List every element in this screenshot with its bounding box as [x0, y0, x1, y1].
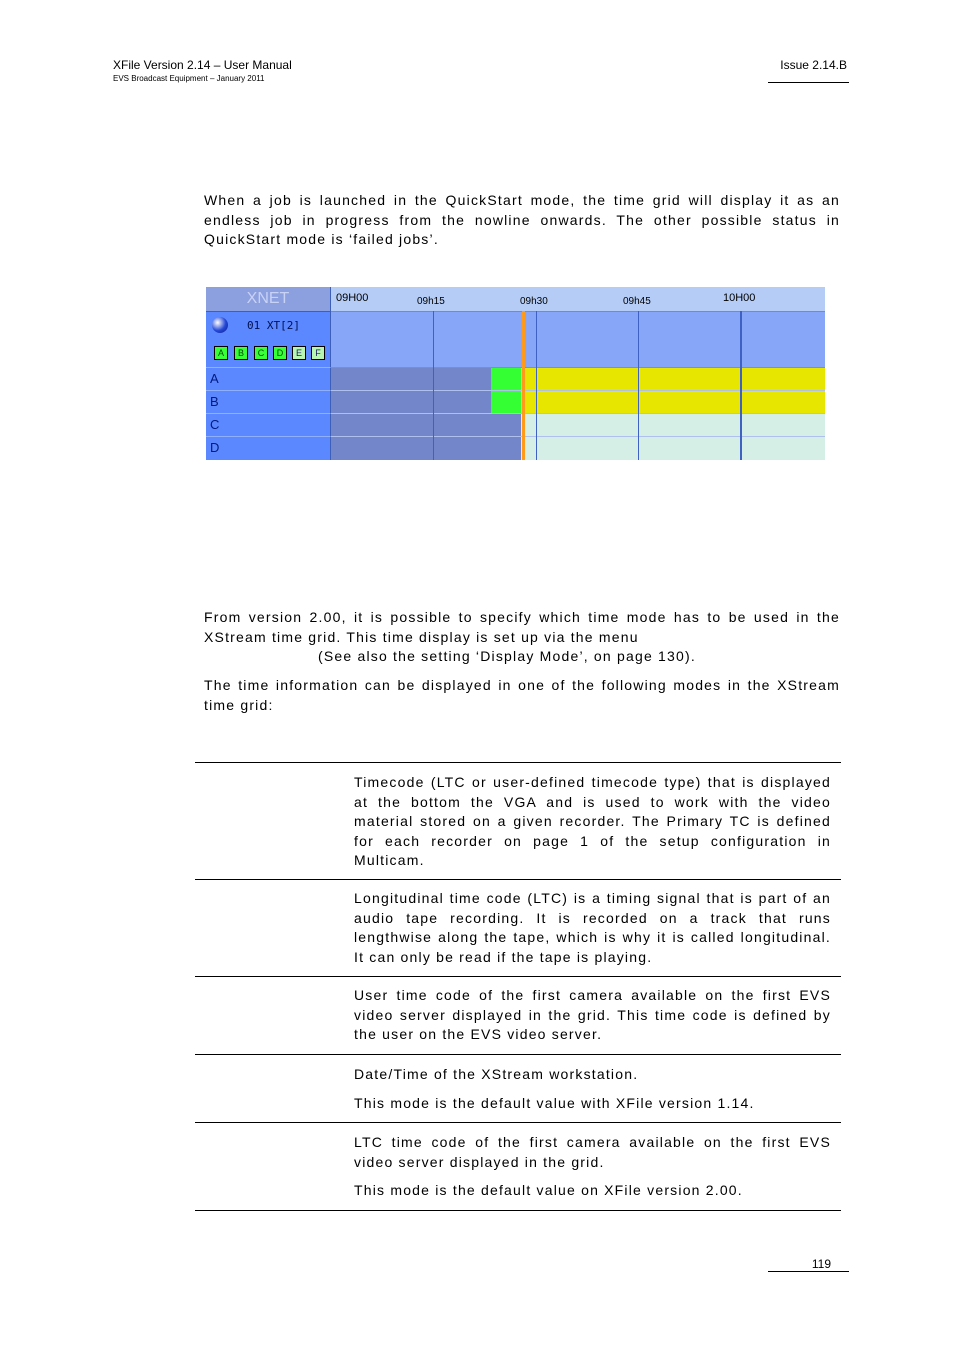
idle-future-segment [521, 437, 825, 460]
live-job-segment[interactable] [491, 368, 521, 390]
xnet-logo: XNET [206, 287, 331, 312]
channel-row-header[interactable] [206, 414, 331, 437]
time-gridline [638, 311, 639, 460]
table-row-rule [195, 1054, 841, 1055]
channel-badge[interactable]: A [214, 346, 228, 360]
see-also-note: (See also the setting ‘Display Mode’, on page 130). [318, 648, 696, 664]
row-separator [331, 367, 825, 368]
time-gridline [740, 311, 742, 460]
time-grid-screenshot [206, 287, 825, 460]
time-label: 09h45 [623, 296, 651, 307]
channel-badge[interactable]: E [292, 346, 306, 360]
past-segment [331, 414, 521, 436]
nowline [522, 311, 525, 460]
server-label: 01 XT[2] [247, 319, 300, 332]
channel-row-header[interactable] [206, 437, 331, 460]
table-cell-description: Longitudinal time code (LTC) is a timing signal that is part of an audio tape recording. It is recorded on a track that runs lengthwise along the tape, which is why it is called longitudinal. It can only be read if the tape is playing. [354, 890, 831, 965]
table-row-rule [195, 976, 841, 977]
doc-title: XFile Version 2.14 – User Manual [113, 58, 292, 72]
past-segment [331, 437, 521, 460]
live-job-segment[interactable] [491, 391, 521, 413]
channel-badge[interactable]: D [273, 346, 287, 360]
row-separator [331, 390, 825, 391]
row-separator [331, 436, 825, 437]
idle-future-segment [521, 414, 825, 436]
page-number: 119 [811, 1257, 831, 1271]
channel-badge[interactable]: F [311, 346, 325, 360]
server-timeline[interactable] [331, 312, 825, 367]
time-label: 09h30 [520, 296, 548, 307]
channel-row-header[interactable] [206, 391, 331, 414]
recording-job-segment[interactable] [521, 391, 825, 413]
table-bottom-rule [195, 1210, 841, 1211]
time-mode-paragraph: From version 2.00, it is possible to specify which time mode has to be used in the XStream time grid. This time display is set up via the menu [204, 609, 840, 645]
channel-row-header[interactable] [206, 368, 331, 391]
channel-badge[interactable]: B [234, 346, 248, 360]
channel-row-label: A [210, 371, 219, 386]
quickstart-paragraph: When a job is launched in the QuickStart mode, the time grid will display it as an endless job in progress from the nowline onwards. The other possible status in QuickStart mode is ‘failed jobs’. [204, 192, 840, 247]
table-cell-description: LTC time code of the first camera available on the first EVS video server displayed in the grid. [354, 1134, 831, 1170]
time-label: 10H00 [723, 292, 756, 304]
time-label: 09H00 [336, 292, 369, 304]
table-cell-note: This mode is the default value on XFile version 2.00. [354, 1182, 743, 1198]
footer-rule [768, 1271, 849, 1272]
channel-badge[interactable]: C [254, 346, 268, 360]
table-cell-description: User time code of the first camera available on the first EVS video server displayed in the grid. This time code is defined by the user on the EVS video server. [354, 987, 831, 1042]
table-top-rule [195, 762, 841, 763]
past-segment [331, 391, 491, 413]
time-gridline [433, 311, 434, 460]
table-row-rule [195, 879, 841, 880]
table-row-rule [195, 1122, 841, 1123]
recording-job-segment[interactable] [521, 368, 825, 390]
row-separator [331, 413, 825, 414]
table-cell-description: Date/Time of the XStream workstation. [354, 1066, 639, 1082]
table-cell-note: This mode is the default value with XFile version 1.14. [354, 1095, 755, 1111]
channel-row-label: B [210, 394, 219, 409]
channel-row-label: D [210, 440, 220, 455]
doc-issue: Issue 2.14.B [780, 58, 847, 72]
past-segment [331, 368, 491, 390]
doc-subtitle: EVS Broadcast Equipment – January 2011 [113, 74, 265, 83]
time-gridline [536, 311, 537, 460]
time-ruler [331, 287, 825, 311]
header-rule [768, 82, 849, 83]
modes-intro-paragraph: The time information can be displayed in one of the following modes in the XStream time grid: [204, 677, 840, 713]
server-globe-icon [212, 317, 228, 333]
channel-row-label: C [210, 417, 220, 432]
table-cell-description: Timecode (LTC or user-defined timecode type) that is displayed at the bottom the VGA and is used to work with the video material stored on a given recorder. The Primary TC is defined for each recorder on page 1 of the setup configuration in Multicam. [354, 774, 831, 868]
time-label: 09h15 [417, 296, 445, 307]
